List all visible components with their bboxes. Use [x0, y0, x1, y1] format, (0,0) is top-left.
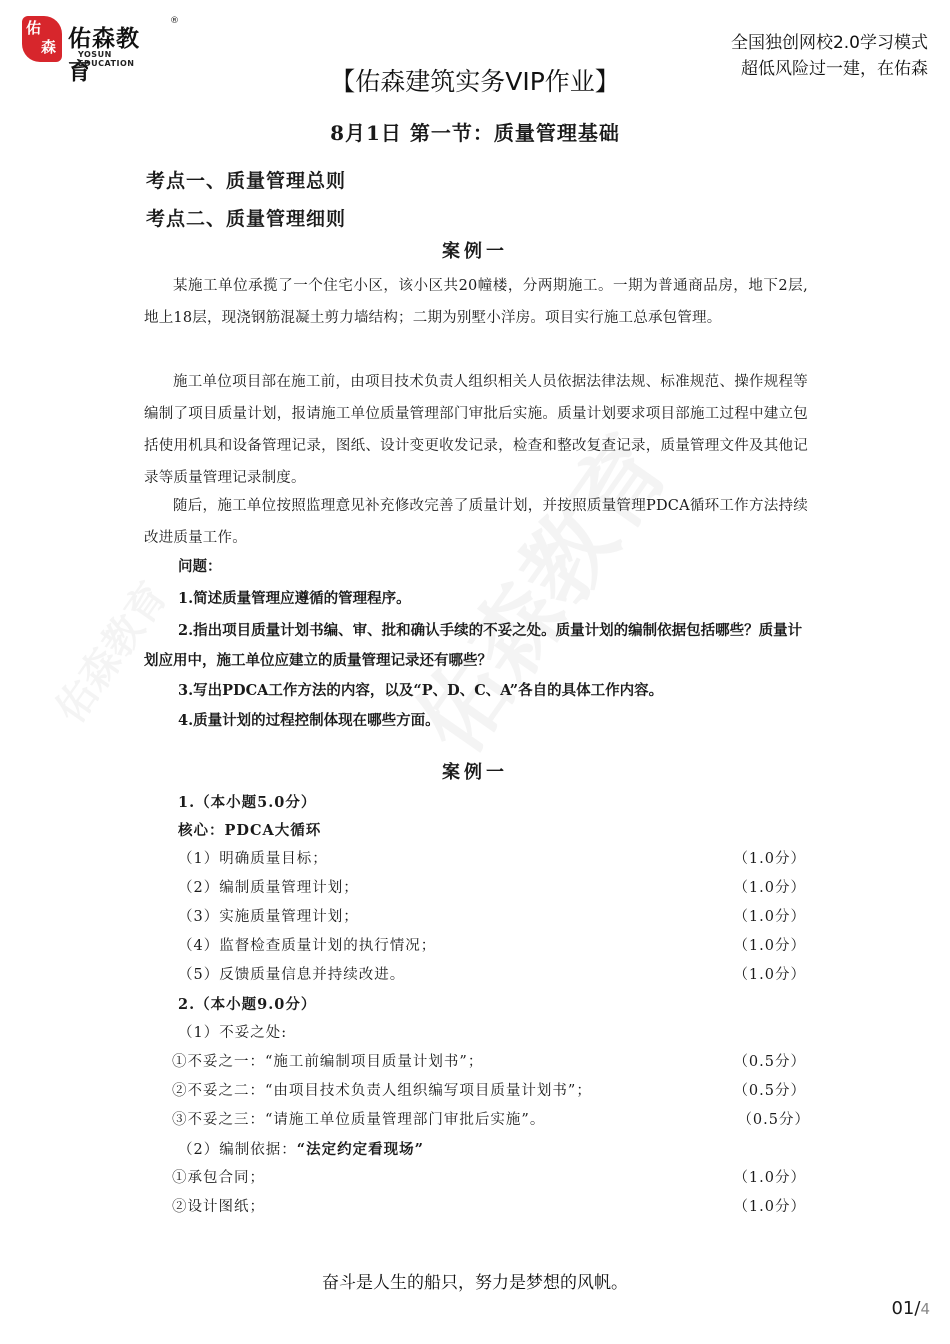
- answer-item-text: ③不妥之三：“请施工单位质量管理部门审批后实施”。: [172, 1112, 546, 1128]
- answer-item: [178, 932, 806, 961]
- case-heading: 案例一: [442, 241, 508, 262]
- answer-item-points: （1.0分）: [733, 1170, 806, 1186]
- answer-item: [178, 874, 806, 903]
- answer-item-text: ②设计图纸；: [172, 1199, 265, 1215]
- answer-item-text: （1）明确质量目标；: [178, 851, 328, 867]
- page-number-current: 01/: [891, 1298, 921, 1319]
- lesson-subtitle: 8月1日 第一节：质量管理基础: [330, 121, 620, 145]
- answer-item: [172, 1193, 806, 1222]
- answer-core: [178, 816, 806, 845]
- answer-title-text: 2.（本小题9.0分）: [178, 996, 317, 1013]
- answer-title: [178, 788, 806, 817]
- question-item: 4.质量计划的过程控制体现在哪些方面。: [178, 712, 440, 729]
- answer-item: [172, 1106, 810, 1135]
- answer-item: [172, 1048, 806, 1077]
- page-number: [891, 1298, 930, 1319]
- answer-subheading: [178, 1135, 806, 1164]
- page-title: 【佑森建筑实务VIP作业】: [330, 67, 620, 96]
- answer-subheading-text: （1）不妥之处:: [178, 1025, 288, 1041]
- topic-heading: 考点二、质量管理细则: [146, 208, 347, 230]
- page-number-total: 4: [920, 1300, 930, 1318]
- logo-english: YOSUN EDUCATION: [78, 50, 135, 68]
- slogan-line-2: 超低风险过一建，在佑森: [741, 59, 928, 79]
- answer-subheading: [178, 1019, 806, 1048]
- case-paragraph: 随后，施工单位按照监理意见补充修改完善了质量计划，并按照质量管理PDCA循环工作方法持续改进质量工作。: [144, 498, 808, 546]
- logo-registered-mark: ®: [170, 16, 179, 26]
- logo-glyph: 佑: [26, 19, 42, 37]
- case-paragraph: 某施工单位承揽了一个住宅小区，该小区共20幢楼，分两期施工。一期为普通商品房，地下2层,地上18层，现浇钢筋混凝土剪力墙结构；二期为别墅小洋房。项目实行施工总承包管理。: [144, 278, 808, 326]
- answer-item: [172, 1164, 806, 1193]
- answer-item: [178, 961, 806, 990]
- slogan-line-1: 全国独创网校2.0学习模式: [730, 33, 928, 53]
- answer-subheading-prefix: （2）编制依据：: [178, 1142, 297, 1158]
- answer-item-points: （0.5分）: [733, 1083, 806, 1099]
- answer-subheading-text: [178, 1135, 424, 1165]
- answer-item: [178, 845, 806, 874]
- logo-mark-icon: [22, 16, 62, 62]
- question-item: 2.指出项目质量计划书编、审、批和确认手续的不妥之处。质量计划的编制依据包括哪些？质量计划应用中，施工单位应建立的质量管理记录还有哪些？: [144, 622, 803, 669]
- topic-heading: 考点一、质量管理总则: [146, 170, 347, 192]
- answer-core-text: 核心：PDCA大循环: [178, 822, 322, 839]
- logo-name: 佑森教育: [68, 26, 140, 85]
- answer-item-points: （1.0分）: [733, 967, 806, 983]
- answer-item-points: （0.5分）: [733, 1054, 806, 1070]
- answer-heading: 案例一: [442, 762, 508, 783]
- answer-item: [172, 1077, 806, 1106]
- answer-title: [178, 990, 806, 1019]
- answer-item-points: （1.0分）: [733, 938, 806, 954]
- answer-item-points: （1.0分）: [733, 880, 806, 896]
- question-item: 3.写出PDCA工作方法的内容，以及“P、D、C、A”各自的具体工作内容。: [178, 682, 664, 699]
- answer-item-points: （1.0分）: [733, 909, 806, 925]
- answer-item-points: （1.0分）: [733, 851, 806, 867]
- answer-item-text: （5）反馈质量信息并持续改进。: [178, 967, 406, 983]
- answer-item-points: （1.0分）: [733, 1199, 806, 1215]
- logo: [22, 16, 179, 85]
- answer-item: [178, 903, 806, 932]
- footer-motto: 奋斗是人生的船只，努力是梦想的风帆。: [322, 1273, 628, 1293]
- answer-title-text: 1.（本小题5.0分）: [178, 794, 317, 811]
- answer-item-text: ①不妥之一：“施工前编制项目质量计划书”；: [172, 1054, 484, 1070]
- answer-item-text: （2）编制质量管理计划；: [178, 880, 359, 896]
- answer-item-text: （4）监督检查质量计划的执行情况；: [178, 938, 437, 954]
- questions-label: 问题：: [178, 558, 222, 575]
- question-item: 1.简述质量管理应遵循的管理程序。: [178, 590, 411, 607]
- answer-item-points: （0.5分）: [737, 1112, 810, 1128]
- logo-glyph: 森: [41, 38, 57, 56]
- answer-subheading-mnemonic: “法定约定看现场”: [296, 1141, 424, 1158]
- answer-item-text: ②不妥之二：“由项目技术负责人组织编写项目质量计划书”；: [172, 1083, 592, 1099]
- answer-item-text: ①承包合同；: [172, 1170, 265, 1186]
- answer-item-text: （3）实施质量管理计划；: [178, 909, 359, 925]
- case-paragraph: 施工单位项目部在施工前，由项目技术负责人组织相关人员依据法律法规、标准规范、操作规程等编制了项目质量计划，报请施工单位质量管理部门审批后实施。质量计划要求项目部施工过程中建立包括使用机具和设备管理记录，图纸、设计变更收发记录，检查和整改复查记录，质量管理文件及其他记录等质量管理记录制度。: [144, 374, 808, 486]
